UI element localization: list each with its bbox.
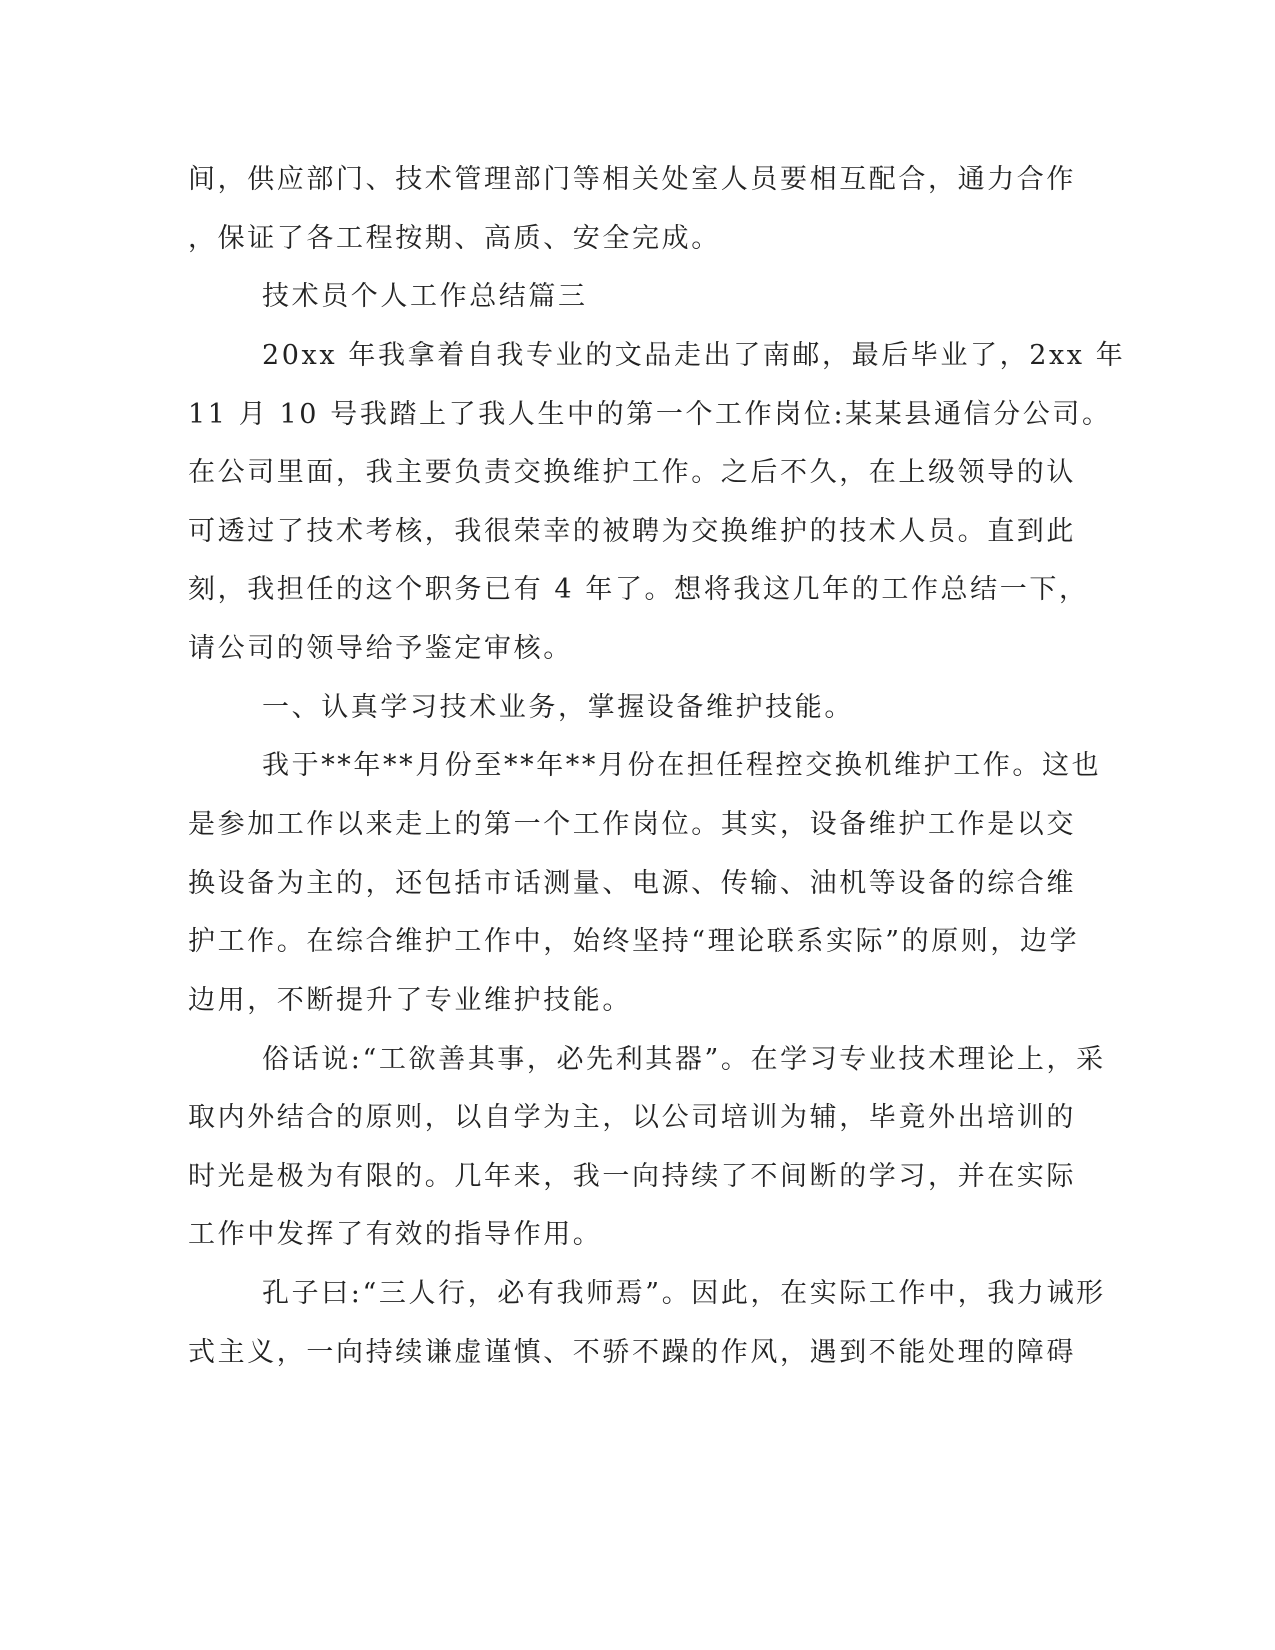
text-line: 取内外结合的原则，以自学为主，以公司培训为辅，毕竟外出培训的 bbox=[188, 1102, 1076, 1133]
subsection-heading: 一、认真学习技术业务，掌握设备维护技能。 bbox=[262, 692, 854, 723]
text-line: 我于**年**月份至**年**月份在担任程控交换机维护工作。这也 bbox=[262, 750, 1102, 781]
text-line: 时光是极为有限的。几年来，我一向持续了不间断的学习，并在实际 bbox=[188, 1161, 1076, 1192]
text-line: 20xx 年我拿着自我专业的文品走出了南邮，最后毕业了，2xx 年 bbox=[262, 340, 1126, 371]
text-line: 间，供应部门、技术管理部门等相关处室人员要相互配合，通力合作 bbox=[188, 164, 1076, 195]
text-line: 请公司的领导给予鉴定审核。 bbox=[188, 633, 573, 664]
text-line: 工作中发挥了有效的指导作用。 bbox=[188, 1219, 603, 1250]
text-line: 11 月 10 号我踏上了我人生中的第一个工作岗位:某某县通信分公司。 bbox=[188, 399, 1112, 430]
text-line: 刻，我担任的这个职务已有 4 年了。想将我这几年的工作总结一下， bbox=[188, 574, 1089, 605]
text-line: 俗话说:“工欲善其事，必先利其器”。在学习专业技术理论上，采 bbox=[262, 1044, 1106, 1075]
text-line: 可透过了技术考核，我很荣幸的被聘为交换维护的技术人员。直到此 bbox=[188, 516, 1076, 547]
text-line: ，保证了各工程按期、高质、安全完成。 bbox=[188, 223, 721, 254]
text-line: 护工作。在综合维护工作中，始终坚持“理论联系实际”的原则，边学 bbox=[188, 926, 1080, 957]
text-line: 式主义，一向持续谦虚谨慎、不骄不躁的作风，遇到不能处理的障碍 bbox=[188, 1337, 1076, 1368]
section-heading: 技术员个人工作总结篇三 bbox=[262, 281, 588, 312]
text-line: 边用，不断提升了专业维护技能。 bbox=[188, 985, 632, 1016]
text-line: 是参加工作以来走上的第一个工作岗位。其实，设备维护工作是以交 bbox=[188, 809, 1076, 840]
text-line: 换设备为主的，还包括市话测量、电源、传输、油机等设备的综合维 bbox=[188, 868, 1076, 899]
text-line: 孔子曰:“三人行，必有我师焉”。因此，在实际工作中，我力诫形 bbox=[262, 1278, 1106, 1309]
text-line: 在公司里面，我主要负责交换维护工作。之后不久，在上级领导的认 bbox=[188, 457, 1076, 488]
